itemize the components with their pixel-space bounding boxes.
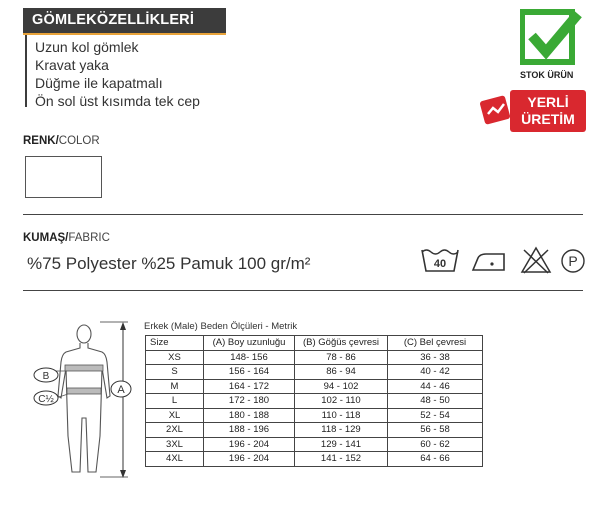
- table-row: [146, 452, 483, 467]
- size-table: [145, 335, 483, 467]
- section-title: GÖMLEKÖZELLİKLERİ: [32, 12, 195, 28]
- feature-item: Uzun kol gömlek: [35, 39, 139, 55]
- label-a: A: [117, 384, 125, 396]
- column-header: (B) Göğüs çevresi: [295, 336, 388, 351]
- section-header: [23, 8, 226, 33]
- table-cell: 129 - 141: [295, 437, 388, 452]
- table-row: [146, 408, 483, 423]
- table-cell: 196 - 204: [204, 452, 295, 467]
- table-cell: 148- 156: [204, 350, 295, 365]
- column-header: Size: [146, 336, 204, 351]
- wash-40-icon: [420, 246, 460, 274]
- table-row: [146, 437, 483, 452]
- stock-badge-label: STOK ÜRÜN: [520, 70, 574, 80]
- table-cell: 164 - 172: [204, 379, 295, 394]
- column-header: (C) Bel çevresi: [388, 336, 483, 351]
- size-chart-title: Erkek (Male) Beden Ölçüleri - Metrik: [144, 321, 298, 332]
- header-accent-line: [23, 33, 226, 35]
- column-header: (A) Boy uzunluğu: [204, 336, 295, 351]
- color-swatch: [25, 156, 102, 198]
- table-cell: 44 - 46: [388, 379, 483, 394]
- table-cell: 180 - 188: [204, 408, 295, 423]
- feature-item: Ön sol üst kısımda tek cep: [35, 93, 200, 109]
- table-header-row: [146, 336, 483, 351]
- table-cell: 2XL: [146, 423, 204, 438]
- table-cell: 141 - 152: [295, 452, 388, 467]
- table-cell: 4XL: [146, 452, 204, 467]
- no-bleach-icon: [520, 246, 552, 274]
- table-cell: 86 - 94: [295, 365, 388, 380]
- label-c: C½: [38, 394, 54, 405]
- table-cell: 118 - 129: [295, 423, 388, 438]
- divider: [23, 214, 583, 215]
- fabric-section-label: [23, 232, 110, 244]
- table-cell: 36 - 38: [388, 350, 483, 365]
- table-row: [146, 394, 483, 409]
- stock-check-icon: [520, 8, 584, 68]
- table-cell: 3XL: [146, 437, 204, 452]
- feature-list: [35, 38, 200, 110]
- label-b: B: [42, 371, 50, 382]
- table-row: [146, 379, 483, 394]
- body-measurement-figure: [30, 318, 142, 478]
- table-row: [146, 365, 483, 380]
- table-cell: 188 - 196: [204, 423, 295, 438]
- color-section-label: [23, 135, 100, 147]
- table-row: [146, 423, 483, 438]
- divider: [23, 290, 583, 291]
- table-cell: M: [146, 379, 204, 394]
- wash-temp: 40: [433, 258, 447, 270]
- local-badge-line1: YERLİ: [527, 94, 569, 110]
- dry-clean-letter: P: [568, 253, 578, 269]
- table-cell: 102 - 110: [295, 394, 388, 409]
- table-cell: 196 - 204: [204, 437, 295, 452]
- table-cell: 172 - 180: [204, 394, 295, 409]
- table-cell: S: [146, 365, 204, 380]
- table-cell: 156 - 164: [204, 365, 295, 380]
- feature-item: Kravat yaka: [35, 57, 109, 73]
- dry-clean-p-icon: [560, 248, 586, 274]
- color-label-en: COLOR: [58, 135, 100, 147]
- iron-icon: [470, 250, 510, 274]
- table-cell: L: [146, 394, 204, 409]
- table-cell: XL: [146, 408, 204, 423]
- table-cell: 60 - 62: [388, 437, 483, 452]
- table-cell: 64 - 66: [388, 452, 483, 467]
- color-label-tr: RENK/: [23, 135, 59, 147]
- fabric-label-tr: KUMAŞ/: [23, 232, 69, 244]
- table-cell: 94 - 102: [295, 379, 388, 394]
- table-cell: XS: [146, 350, 204, 365]
- fabric-label-en: FABRIC: [68, 232, 110, 244]
- local-badge-line2: ÜRETİM: [521, 111, 575, 127]
- table-cell: 56 - 58: [388, 423, 483, 438]
- feature-item: Düğme ile kapatmalı: [35, 75, 163, 91]
- table-cell: 52 - 54: [388, 408, 483, 423]
- table-cell: 110 - 118: [295, 408, 388, 423]
- features-bracket: [25, 35, 27, 107]
- table-cell: 40 - 42: [388, 365, 483, 380]
- table-row: [146, 350, 483, 365]
- local-production-icon: [480, 88, 588, 134]
- table-cell: 78 - 86: [295, 350, 388, 365]
- table-cell: 48 - 50: [388, 394, 483, 409]
- fabric-composition: %75 Polyester %25 Pamuk 100 gr/m²: [27, 254, 311, 273]
